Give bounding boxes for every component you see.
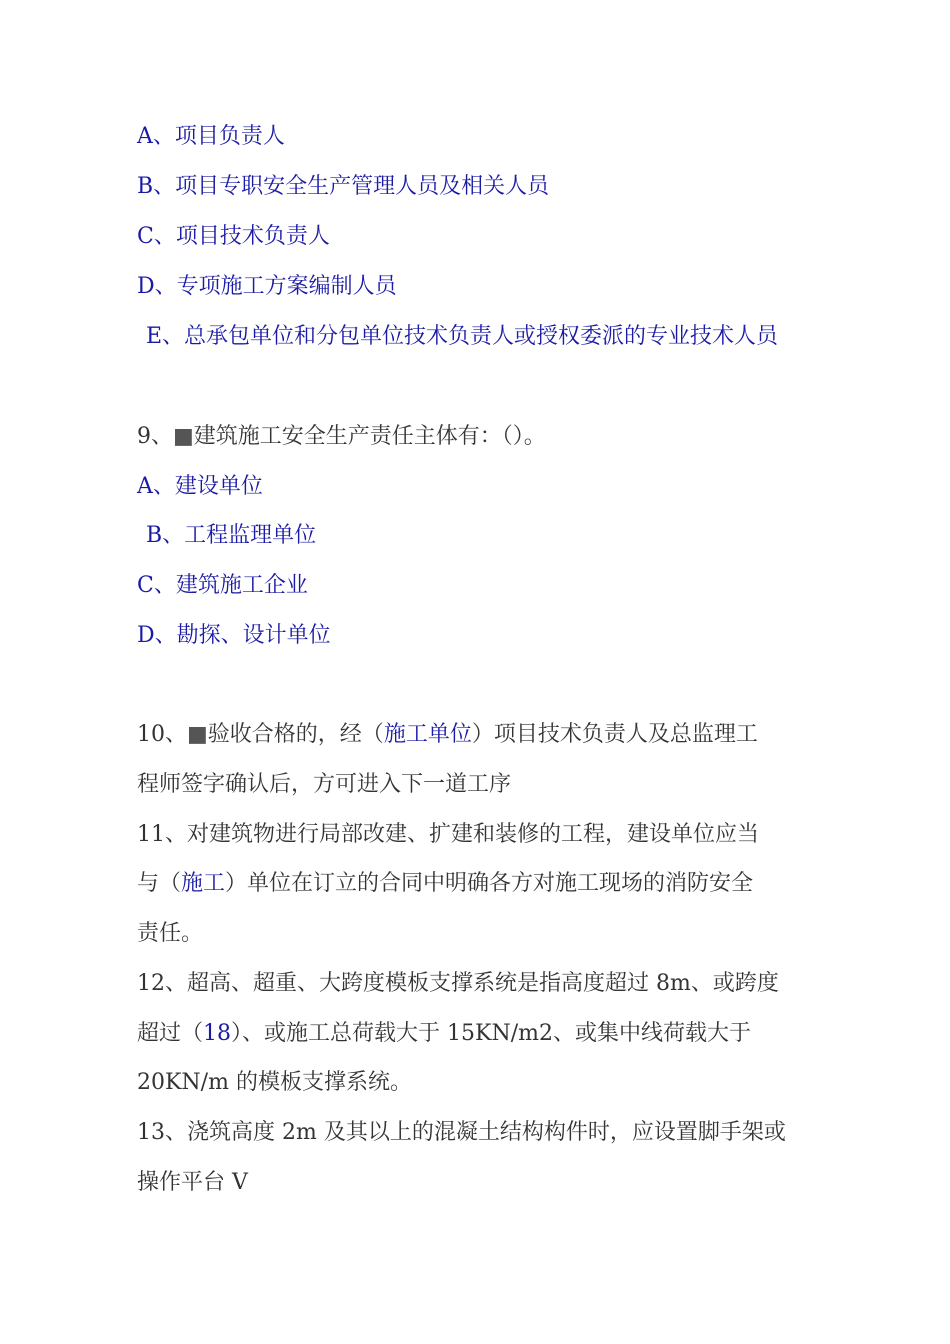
q11-line-2 (137, 869, 753, 899)
q8-option-a: A、项目负责人 (137, 124, 285, 149)
q10-line-2: 程师签字确认后，方可进入下一道工序 (137, 772, 512, 797)
q9-option-d: D、勘探、设计单位 (137, 623, 331, 648)
square-marker-icon: ■ (173, 424, 194, 449)
q12-post: ）、或施工总荷载大于 15KN/m2、或集中线荷载大于 (231, 1021, 751, 1046)
q12-pre: 超过（ (137, 1021, 204, 1046)
q10-post: ）项目技术负责人及总监理工 (471, 722, 758, 747)
q13-line-1: 13、浇筑高度 2m 及其以上的混凝土结构构件时，应设置脚手架或 (137, 1120, 786, 1145)
q8-option-e: E、总承包单位和分包单位技术负责人或授权委派的专业技术人员 (146, 324, 779, 349)
q10-number: 10、 (137, 722, 187, 747)
q9-number: 9、 (137, 424, 173, 449)
q11-line-3: 责任。 (137, 921, 204, 946)
q13-line-2: 操作平台 V (137, 1170, 248, 1195)
q12-line-2 (137, 1019, 751, 1049)
q9-option-b: B、工程监理单位 (146, 523, 317, 548)
q8-option-d: D、专项施工方案编制人员 (137, 274, 397, 299)
q12-line-1: 12、超高、超重、大跨度模板支撑系统是指高度超过 8m、或跨度 (137, 971, 779, 996)
q8-option-c: C、项目技术负责人 (137, 224, 330, 249)
q11-pre: 与（ (137, 871, 182, 896)
q10-answer: 施工单位 (383, 722, 472, 747)
q11-post: ）单位在订立的合同中明确各方对施工现场的消防安全 (225, 871, 754, 896)
q11-answer: 施工 (181, 871, 226, 896)
q8-option-b: B、项目专职安全生产管理人员及相关人员 (137, 174, 550, 199)
q9-text: 建筑施工安全生产责任主体有：（）。 (193, 424, 546, 449)
q11-line-1: 11、对建筑物进行局部改建、扩建和装修的工程，建设单位应当 (137, 822, 759, 847)
square-marker-icon: ■ (187, 722, 208, 747)
q9-option-a: A、建设单位 (137, 474, 263, 499)
q12-answer: 18 (203, 1021, 232, 1046)
q10-line-1 (137, 720, 758, 750)
q9-question (137, 422, 546, 452)
q9-option-c: C、建筑施工企业 (137, 573, 308, 598)
q12-line-3: 20KN/m 的模板支撑系统。 (137, 1070, 412, 1095)
q10-pre: 验收合格的，经（ (207, 722, 384, 747)
